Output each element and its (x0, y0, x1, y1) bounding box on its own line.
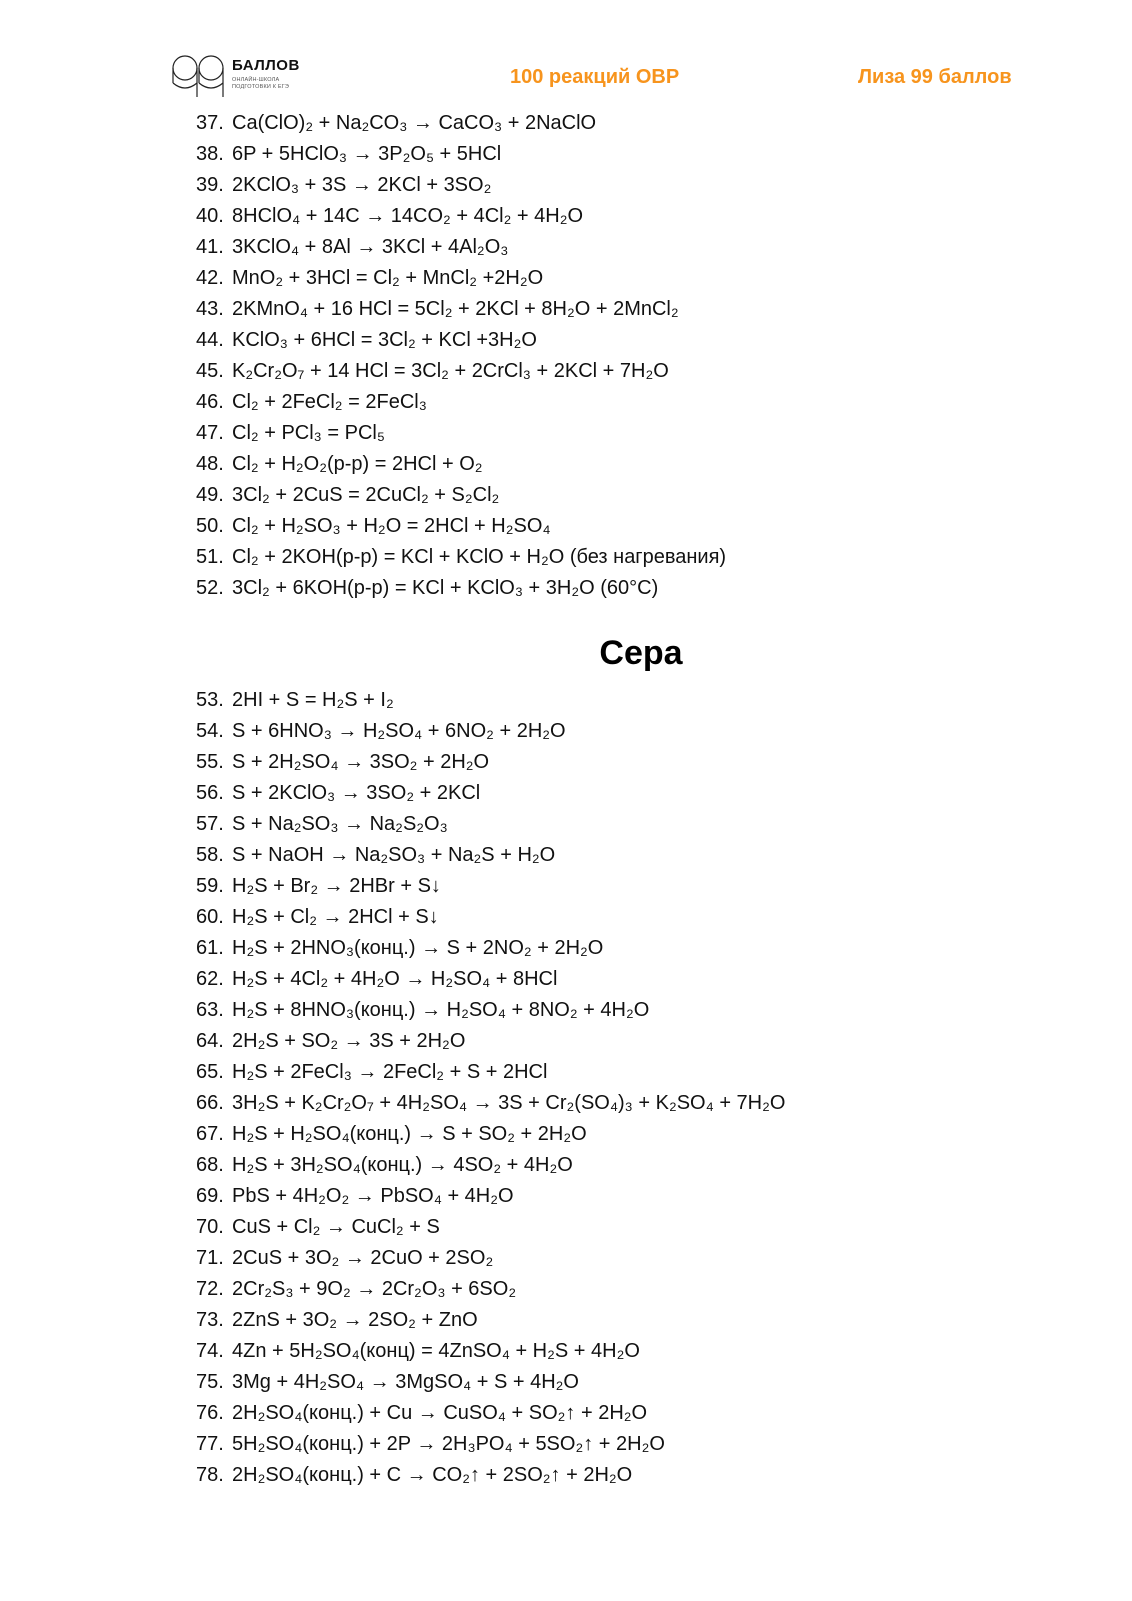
reaction-equation: 3H₂S + K₂Cr₂O₇ + 4H₂SO₄ → 3S + Cr₂(SO₄)₃ + K₂SO₄ + 7H₂O (232, 1092, 786, 1114)
reaction-equation: Cl₂ + 2KOH(р-р) = KCl + KClO + H₂O (без нагревания) (232, 546, 727, 568)
reaction-item (196, 871, 785, 902)
reaction-equation: S + Na₂SO₃ → Na₂S₂O₃ (232, 813, 448, 835)
reaction-number: 74. (196, 1340, 224, 1362)
reaction-equation: H₂S + Cl₂ → 2HCl + S↓ (232, 906, 439, 928)
reaction-equation: H₂S + 2FeCl₃ → 2FeCl₂ + S + 2HCl (232, 1061, 548, 1083)
reaction-number: 53. (196, 689, 224, 711)
reaction-equation: 3Cl₂ + 2CuS = 2CuCl₂ + S₂Cl₂ (232, 484, 500, 506)
reaction-equation: H₂S + 8HNO₃(конц.) → H₂SO₄ + 8NO₂ + 4H₂O (232, 999, 650, 1021)
reaction-item (196, 685, 785, 716)
reaction-number: 67. (196, 1123, 224, 1145)
reaction-item (196, 1367, 785, 1398)
reaction-number: 48. (196, 453, 224, 475)
reaction-equation: 2H₂SO₄(конц.) + C → CO₂↑ + 2SO₂↑ + 2H₂O (232, 1464, 633, 1486)
reaction-number: 78. (196, 1464, 224, 1486)
reaction-number: 75. (196, 1371, 224, 1393)
reaction-item (196, 995, 785, 1026)
reaction-number: 58. (196, 844, 224, 866)
reaction-equation: S + 6HNO₃ → H₂SO₄ + 6NO₂ + 2H₂O (232, 720, 566, 742)
section-title: Сера (599, 634, 683, 672)
reaction-equation: H₂S + H₂SO₄(конц.) → S + SO₂ + 2H₂O (232, 1123, 587, 1145)
reaction-item (196, 1429, 785, 1460)
reaction-item (196, 933, 785, 964)
reaction-list-chlorine (196, 108, 726, 604)
reaction-list-sulfur (196, 685, 785, 1491)
reaction-number: 56. (196, 782, 224, 804)
reaction-equation: H₂S + Br₂ → 2HBr + S↓ (232, 875, 441, 897)
reaction-item (196, 325, 726, 356)
reaction-number: 50. (196, 515, 224, 537)
logo-brand-name: БАЛЛОВ (232, 57, 300, 74)
reaction-item (196, 1057, 785, 1088)
reaction-number: 42. (196, 267, 224, 289)
reaction-equation: H₂S + 3H₂SO₄(конц.) → 4SO₂ + 4H₂O (232, 1154, 573, 1176)
reaction-equation: Ca(ClO)₂ + Na₂CO₃ → CaCO₃ + 2NaClO (232, 112, 597, 134)
reaction-number: 46. (196, 391, 224, 413)
reaction-number: 70. (196, 1216, 224, 1238)
reaction-item (196, 1398, 785, 1429)
reaction-item (196, 1181, 785, 1212)
logo-tagline-line2: ПОДГОТОВКИ К ЕГЭ (232, 84, 290, 90)
reaction-item (196, 1119, 785, 1150)
reaction-number: 55. (196, 751, 224, 773)
reaction-number: 49. (196, 484, 224, 506)
reaction-item (196, 139, 726, 170)
reaction-number: 69. (196, 1185, 224, 1207)
reaction-item (196, 201, 726, 232)
reaction-equation: 2HI + S = H₂S + I₂ (232, 689, 394, 711)
document-title: 100 реакций ОВР (510, 66, 680, 88)
reaction-item (196, 232, 726, 263)
reaction-equation: H₂S + 2HNO₃(конц.) → S + 2NO₂ + 2H₂O (232, 937, 604, 959)
reaction-item (196, 449, 726, 480)
reaction-equation: 8HClO₄ + 14C → 14CO₂ + 4Cl₂ + 4H₂O (232, 205, 584, 227)
logo-tagline-line1: ОНЛАЙН-ШКОЛА (232, 77, 280, 83)
reaction-number: 43. (196, 298, 224, 320)
reaction-equation: 3KClO₄ + 8Al → 3KCl + 4Al₂O₃ (232, 236, 509, 258)
reaction-equation: 6P + 5HClO₃ → 3P₂O₅ + 5HCl (232, 143, 502, 165)
reaction-item (196, 1274, 785, 1305)
reaction-item (196, 1088, 785, 1119)
reaction-item (196, 573, 726, 604)
reaction-number: 38. (196, 143, 224, 165)
reaction-number: 54. (196, 720, 224, 742)
reaction-item (196, 1336, 785, 1367)
reaction-number: 72. (196, 1278, 224, 1300)
reaction-item (196, 1243, 785, 1274)
reaction-item (196, 356, 726, 387)
reaction-number: 63. (196, 999, 224, 1021)
reaction-number: 60. (196, 906, 224, 928)
reaction-equation: 5H₂SO₄(конц.) + 2P → 2H₃PO₄ + 5SO₂↑ + 2H₂O (232, 1433, 665, 1455)
reaction-item (196, 542, 726, 573)
reaction-number: 68. (196, 1154, 224, 1176)
reaction-item (196, 1212, 785, 1243)
reaction-item (196, 480, 726, 511)
reaction-equation: 2KMnO₄ + 16 HCl = 5Cl₂ + 2KCl + 8H₂O + 2MnCl₂ (232, 298, 679, 320)
author-label: Лиза 99 баллов (858, 66, 1012, 88)
reaction-number: 45. (196, 360, 224, 382)
reaction-item (196, 809, 785, 840)
reaction-item (196, 263, 726, 294)
reaction-equation: H₂S + 4Cl₂ + 4H₂O → H₂SO₄ + 8HCl (232, 968, 558, 990)
reaction-number: 59. (196, 875, 224, 897)
reaction-equation: S + 2H₂SO₄ → 3SO₂ + 2H₂O (232, 751, 490, 773)
reaction-equation: 2ZnS + 3O₂ → 2SO₂ + ZnO (232, 1309, 478, 1331)
reaction-equation: Cl₂ + H₂O₂(р-р) = 2HCl + O₂ (232, 453, 483, 475)
reaction-number: 73. (196, 1309, 224, 1331)
reaction-number: 39. (196, 174, 224, 196)
reaction-item (196, 170, 726, 201)
reaction-item (196, 1460, 785, 1491)
reaction-equation: KClO₃ + 6HCl = 3Cl₂ + KCl +3H₂O (232, 329, 537, 351)
reaction-item (196, 1026, 785, 1057)
reaction-item (196, 747, 785, 778)
reaction-equation: PbS + 4H₂O₂ → PbSO₄ + 4H₂O (232, 1185, 514, 1207)
logo-mark-icon (170, 53, 228, 99)
reaction-number: 57. (196, 813, 224, 835)
logo (170, 53, 310, 101)
reaction-item (196, 418, 726, 449)
reaction-item (196, 511, 726, 542)
reaction-item (196, 294, 726, 325)
reaction-number: 77. (196, 1433, 224, 1455)
reaction-equation: 3Cl₂ + 6KOH(р-р) = KCl + KClO₃ + 3H₂O (60°C) (232, 577, 659, 599)
reaction-item (196, 964, 785, 995)
reaction-number: 37. (196, 112, 224, 134)
reaction-equation: 4Zn + 5H₂SO₄(конц) = 4ZnSO₄ + H₂S + 4H₂O (232, 1340, 640, 1362)
reaction-equation: Cl₂ + 2FeCl₂ = 2FeCl₃ (232, 391, 427, 413)
reaction-equation: CuS + Cl₂ → CuCl₂ + S (232, 1216, 440, 1238)
reaction-equation: S + NaOH → Na₂SO₃ + Na₂S + H₂O (232, 844, 556, 866)
reaction-number: 47. (196, 422, 224, 444)
reaction-item (196, 1150, 785, 1181)
reaction-item (196, 108, 726, 139)
reaction-equation: S + 2KClO₃ → 3SO₂ + 2KCl (232, 782, 481, 804)
reaction-equation: Cl₂ + H₂SO₃ + H₂O = 2HCl + H₂SO₄ (232, 515, 551, 537)
reaction-item (196, 778, 785, 809)
reaction-equation: 2H₂SO₄(конц.) + Cu → CuSO₄ + SO₂↑ + 2H₂O (232, 1402, 648, 1424)
reaction-equation: 2CuS + 3O₂ → 2CuO + 2SO₂ (232, 1247, 494, 1269)
reaction-item (196, 1305, 785, 1336)
reaction-number: 65. (196, 1061, 224, 1083)
reaction-number: 52. (196, 577, 224, 599)
reaction-number: 51. (196, 546, 224, 568)
reaction-number: 61. (196, 937, 224, 959)
reaction-number: 62. (196, 968, 224, 990)
reaction-equation: MnO₂ + 3HCl = Cl₂ + MnCl₂ +2H₂O (232, 267, 544, 289)
reaction-item (196, 840, 785, 871)
reaction-number: 71. (196, 1247, 224, 1269)
reaction-number: 41. (196, 236, 224, 258)
reaction-equation: 2H₂S + SO₂ → 3S + 2H₂O (232, 1030, 466, 1052)
reaction-equation: 2Cr₂S₃ + 9O₂ → 2Cr₂O₃ + 6SO₂ (232, 1278, 517, 1300)
reaction-number: 44. (196, 329, 224, 351)
reaction-equation: 3Mg + 4H₂SO₄ → 3MgSO₄ + S + 4H₂O (232, 1371, 579, 1393)
reaction-equation: 2KClO₃ + 3S → 2KCl + 3SO₂ (232, 174, 492, 196)
reaction-number: 40. (196, 205, 224, 227)
reaction-number: 64. (196, 1030, 224, 1052)
reaction-item (196, 716, 785, 747)
reaction-number: 76. (196, 1402, 224, 1424)
reaction-item (196, 902, 785, 933)
reaction-item (196, 387, 726, 418)
reaction-equation: Cl₂ + PCl₃ = PCl₅ (232, 422, 385, 444)
reaction-number: 66. (196, 1092, 224, 1114)
reaction-equation: K₂Cr₂O₇ + 14 HCl = 3Cl₂ + 2CrCl₃ + 2KCl + 7H₂O (232, 360, 669, 382)
